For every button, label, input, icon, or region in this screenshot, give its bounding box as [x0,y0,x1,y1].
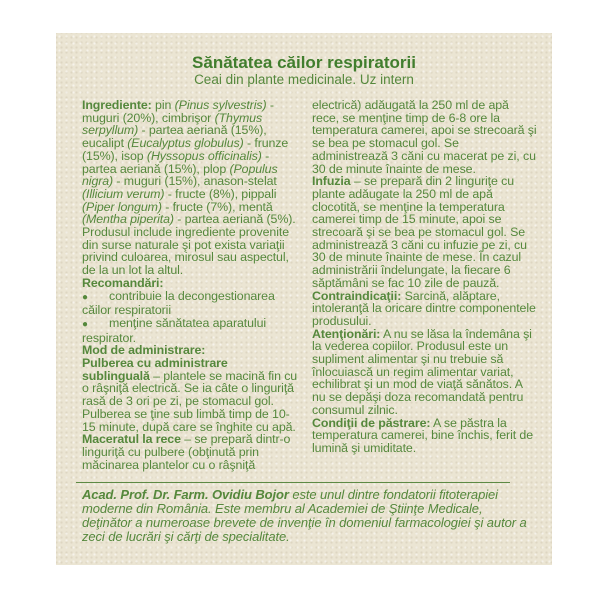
text-segment: Infuzia [312,174,351,189]
text-segment: A nu se lăsa la îndemâna şi la vederea copiilor. Produsul este un supliment alimentar şi nu trebuie să înlocuiască un regim alimentar variat, echilibrat şi un mod de viaţă sănătos. A nu se depăşi doza recomandată pentru consumul zilnic. [312,326,532,417]
paragraph [312,290,538,328]
product-title: Sănătatea căilor respiratorii [192,53,416,72]
text-segment: - fructe (7%), mentă [161,199,273,214]
text-segment: Acad. Prof. Dr. Farm. Ovidiu Bojor [82,487,289,503]
text-segment: Pulberea cu administrare sublinguală [82,356,228,383]
text-segment: contribuie la decongestionarea căilor respiratorii [82,288,275,318]
text-segment: (Populus nigra) [82,161,278,189]
bullet-item [82,317,298,344]
text-segment: - muguri (15%), anason-stelat [113,174,277,189]
text-segment: - partea aeriană (5%). Produsul include ingrediente provenite din surse naturale şi pot exista variaţii privind culoarea, mirosul sau aspectul, de la un lot la altul. [82,212,296,278]
label-header [82,53,526,88]
column-left [82,99,298,471]
text-columns [82,99,540,471]
text-segment: menţine sănătatea aparatului respirator. [82,315,267,345]
text-segment: (Hyssopus officinalis) [146,148,262,163]
bullet-item [82,290,298,317]
paragraph [312,99,538,175]
text-segment: Mod de administrare: [82,343,206,358]
footer-note [82,488,540,543]
text-segment: (Thymus serpyllum) [82,110,263,138]
text-segment: - muguri (20%), cimbrişor [82,98,274,125]
product-subtitle: Ceai din plante medicinale. Uz intern [194,72,414,87]
text-segment: (Mentha piperita) [82,212,174,227]
text-segment: - frunze (15%), isop [82,136,289,163]
text-segment: - fructe (8%), pippali [164,186,277,201]
paragraph [312,328,538,417]
text-segment: Ingrediente: [82,98,152,112]
footer-divider [76,482,510,483]
tea-label [56,33,552,565]
paragraph [312,417,538,455]
text-segment: Recomandări: [82,275,164,290]
text-segment: Sarcină, alăptare, intoleranţă la oricare dintre componentele produsului. [312,288,536,328]
text-segment: - partea aeriană (15%), eucalipt [82,123,267,151]
bullet-icon: ● [82,318,88,330]
paragraph [312,175,538,289]
text-segment: – plantele se macină fin cu o râşniţă electrică. Se ia câte o linguriţă rasă de 3 ori pe zi, pe stomacul gol. Pulberea se ţine sub limbă timp de 10-15 minute, după care se înghite cu apă. [82,368,298,434]
text-segment: Atenţionări: [312,326,381,341]
text-segment: - partea aeriană (15%), plop [82,148,270,176]
text-segment: Contraindicaţii: [312,288,402,303]
bullet-icon: ● [82,291,88,303]
text-segment: (Eucalyptus globulus) [127,136,244,151]
paragraph [82,433,298,471]
text-segment: este unul dintre fondatorii fitoterapiei moderne din România. Este membru al Academiei de Ştiinţe Medicale, deţinător a numeroase brevete de invenţie în domeniul farmacologiei şi autor a zeci de lucrări şi cărţi de specialitate. [82,487,527,544]
text-segment: electrică) adăugată la 250 ml de apă rece, se menţine timp de 6-8 ore la temperatura camerei, apoi se strecoară şi se bea pe stomacul gol. Se administrează 3 căni cu macerat pe zi, cu 30 de minute înainte de mese. [312,98,537,176]
text-segment: – se prepară din 2 linguriţe cu plante adăugate la 250 ml de apă clocotită, se menţine la temperatura camerei timp de 15 minute, apoi se strecoară şi se bea pe stomacul gol. Se administrează 3 căni cu infuzie pe zi, cu 30 de minute înainte de mese. În cazul administrării îndelungate, la fiecare 6 săptămâni se fac 10 zile de pauză. [312,174,527,290]
column-right [312,99,540,471]
text-segment: (Pinus sylvestris) [174,98,267,112]
text-segment: (Illicium verum) [82,186,165,201]
paragraph [82,357,298,433]
text-segment: (Piper longum) [82,199,162,214]
text-segment: Condiţii de păstrare: [312,415,431,430]
text-segment: A se păstra la temperatura camerei, bine închis, ferit de lumină şi umiditate. [312,415,534,455]
text-segment: Maceratul la rece [82,432,181,447]
text-segment: pin [151,98,175,112]
text-segment: – se prepară dintr-o linguriţă cu pulbere (obţinută prin măcinarea plantelor cu o râşniţă [82,432,291,472]
paragraph [82,99,298,277]
